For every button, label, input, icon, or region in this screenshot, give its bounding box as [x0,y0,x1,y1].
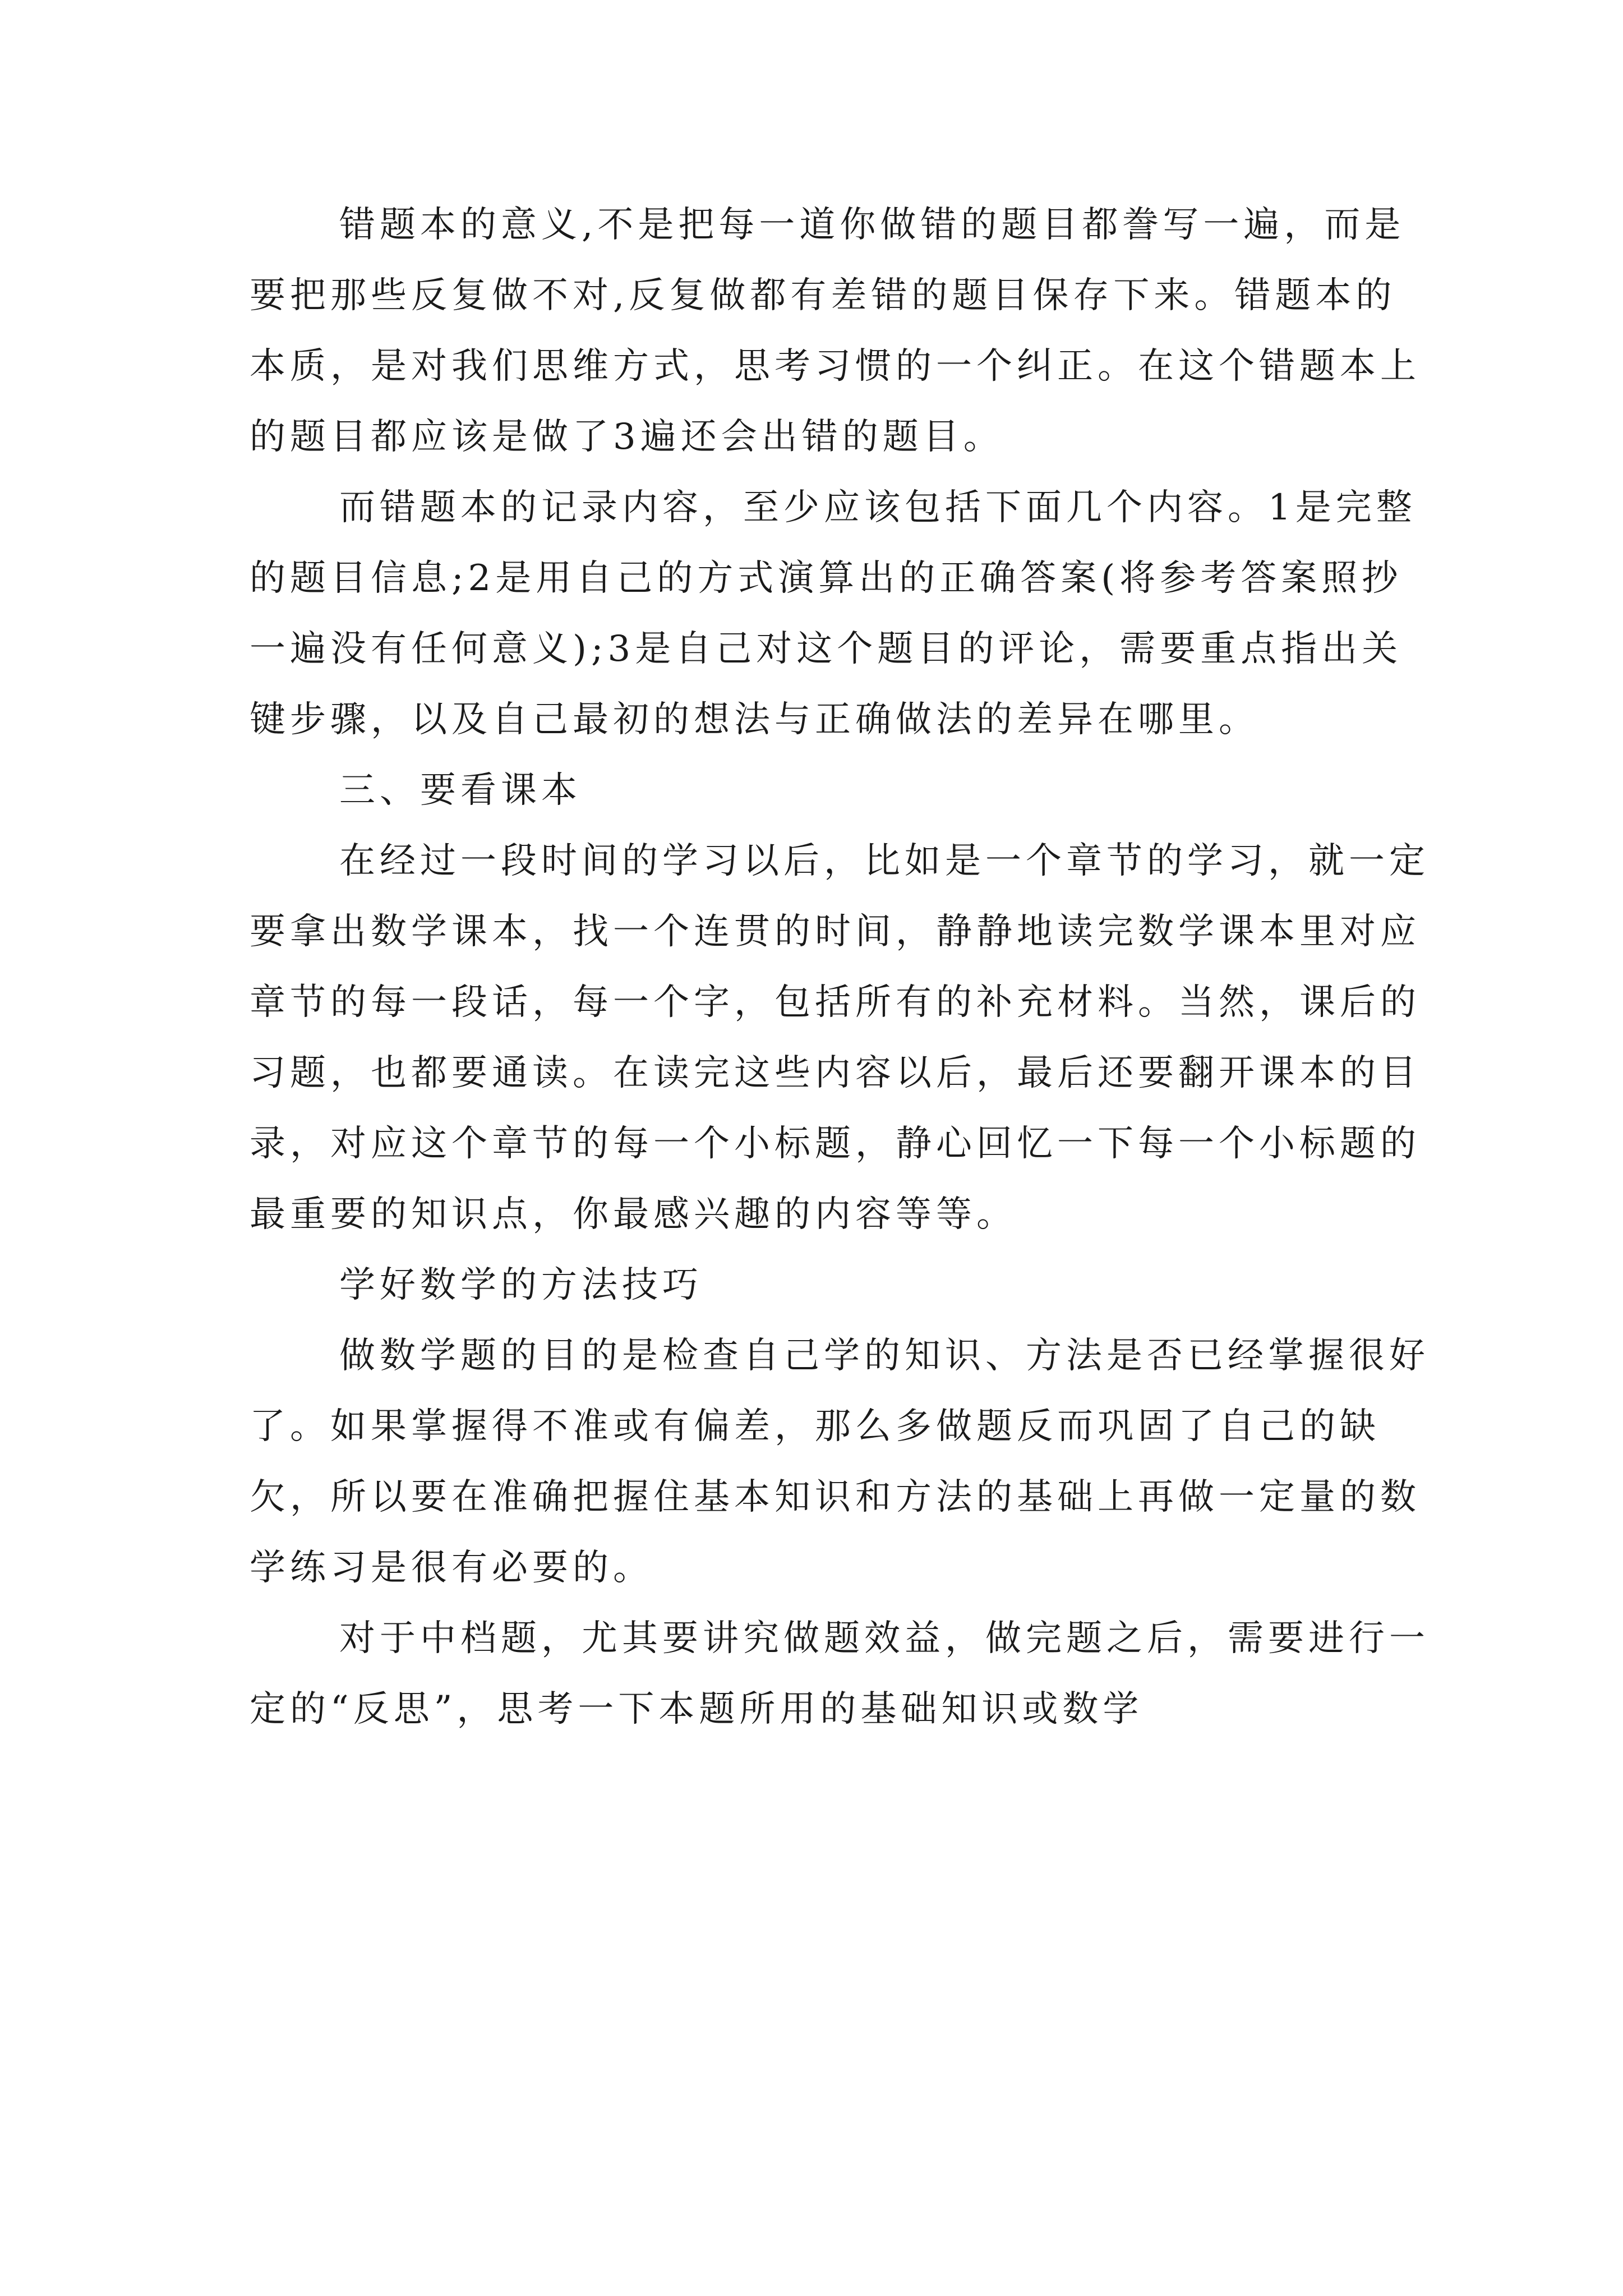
paragraph-purpose-of-exercises: 做数学题的目的是检查自己学的知识、方法是否已经掌握很好了。如果掌握得不准或有偏差，那么多做题反而巩固了自己的缺欠，所以要在准确把握住基本知识和方法的基础上再做一定量的数学练习是很有必要的。 [250,1335,1430,1589]
section-heading-math-study-methods: 学好数学的方法技巧 [339,1264,703,1306]
paragraph-medium-difficulty-problems: 对于中档题，尤其要讲究做题效益，做完题之后，需要进行一定的“反思”，思考一下本题所用的基础知识或数学 [250,1618,1430,1730]
paragraph-error-notebook-contents: 而错题本的记录内容，至少应该包括下面几个内容。1是完整的题目信息;2是用自己的方式演算出的正确答案(将参考答案照抄一遍没有任何意义);3是自己对这个题目的评论，需要重点指出关键步骤，以及自己最初的想法与正确做法的差异在哪里。 [250,487,1417,740]
paragraph-error-notebook-meaning: 错题本的意义,不是把每一道你做错的题目都誊写一遍，而是要把那些反复做不对,反复做都有差错的题目保存下来。错题本的本质，是对我们思维方式，思考习惯的一个纠正。在这个错题本上的题目都应该是做了3遍还会出错的题目。 [250,204,1421,458]
document-body [250,190,1433,1745]
paragraph-read-textbook: 在经过一段时间的学习以后，比如是一个章节的学习，就一定要拿出数学课本，找一个连贯的时间，静静地读完数学课本里对应章节的每一段话，每一个字，包括所有的补充材料。当然，课后的习题，也都要通读。在读完这些内容以后，最后还要翻开课本的目录，对应这个章节的每一个小标题，静心回忆一下每一个小标题的最重要的知识点，你最感兴趣的内容等等。 [250,840,1430,1235]
section-heading-read-textbook: 三、要看课本 [339,770,582,811]
